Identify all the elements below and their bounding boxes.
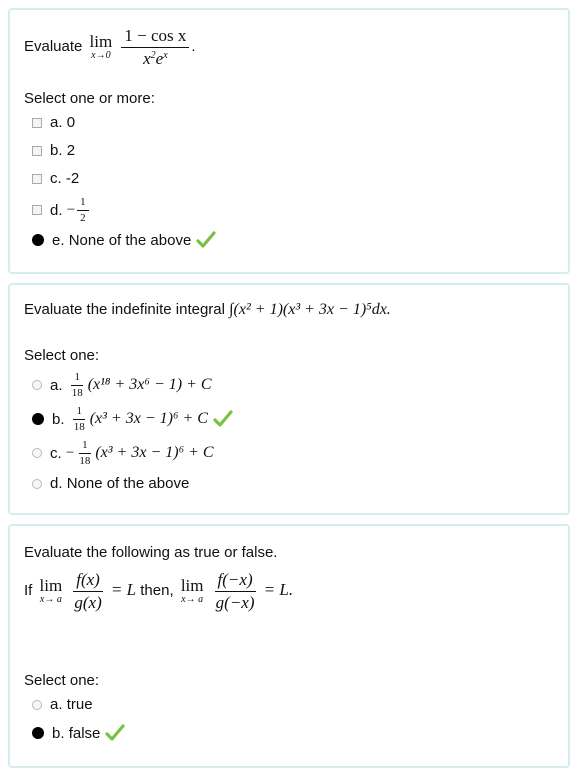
fraction: $\frac{1}{18}$: [71, 371, 83, 399]
fraction: $\frac{f(x)}{g(x)}$: [74, 570, 102, 612]
option-q2-b[interactable]: b. $\frac{1}{18}$ (x³ + 3x − 1)⁶ + C: [32, 405, 233, 433]
fraction: $\frac{f(-x)}{g(-x)}$: [215, 570, 255, 612]
checkmark-icon: [196, 231, 216, 249]
limit-operator: lim x→ a: [39, 575, 63, 605]
question-card-1: [8, 8, 570, 274]
question-1-suffix: .: [191, 38, 196, 56]
limit-fraction: [121, 26, 189, 68]
question-1-prefix: Evaluate: [24, 38, 83, 56]
if-word: If: [24, 582, 33, 600]
option-q1-d[interactable]: d. − $\frac{1}{2}$: [32, 196, 91, 224]
then-word: then,: [140, 582, 174, 600]
limit-word: lim: [89, 31, 113, 51]
checkmark-icon: [105, 724, 125, 742]
checkbox[interactable]: [32, 146, 42, 156]
limit-subscript: x→0: [91, 49, 111, 61]
question-3-statement: If lim x→ a $\frac{f(x)}{g(x)}$ = L then, lim x→ a $\frac{f(-x)}{g(-x)}$ = L.: [24, 570, 294, 612]
question-2-prefix: Evaluate the indefinite integral: [24, 301, 225, 318]
checkbox[interactable]: [32, 118, 42, 128]
checkmark-icon: [213, 410, 233, 428]
radio-selected[interactable]: [32, 727, 44, 739]
question-3-prompt: Evaluate the following as true or false.: [24, 544, 278, 561]
option-q1-a[interactable]: a. 0: [32, 114, 75, 131]
option-q2-c[interactable]: c. − $\frac{1}{18}$ (x³ + 3x − 1)⁶ + C: [32, 439, 214, 467]
question-1-instruction: Select one or more:: [24, 90, 155, 107]
option-q1-b[interactable]: b. 2: [32, 142, 75, 159]
question-card-3: [8, 524, 570, 768]
fraction-denominator: $x^2e^x$: [143, 48, 168, 68]
checkbox[interactable]: [32, 174, 42, 184]
fraction-numerator: 1 − cos x: [121, 26, 189, 48]
radio-selected[interactable]: [32, 413, 44, 425]
option-q1-e[interactable]: e. None of the above: [32, 231, 216, 249]
question-1-text: [24, 26, 196, 68]
option-q2-a[interactable]: a. $\frac{1}{18}$ (x¹⁸ + 3x⁶ − 1) + C: [32, 371, 212, 399]
question-2-instruction: Select one:: [24, 347, 100, 364]
radio[interactable]: [32, 479, 42, 489]
limit-operator: lim x→ a: [180, 575, 204, 605]
limit-operator: [90, 33, 113, 62]
option-q3-b[interactable]: b. false: [32, 724, 125, 742]
option-q3-a[interactable]: a. true: [32, 696, 93, 713]
fraction: $\frac{1}{18}$: [73, 405, 85, 433]
question-3-instruction: Select one:: [24, 672, 100, 689]
radio[interactable]: [32, 380, 42, 390]
radio[interactable]: [32, 700, 42, 710]
integral-expression: ∫(x² + 1)(x³ + 3x − 1)⁵dx.: [229, 301, 391, 318]
radio[interactable]: [32, 448, 42, 458]
option-q2-d[interactable]: d. None of the above: [32, 475, 189, 492]
checkbox[interactable]: [32, 205, 42, 215]
fraction: $\frac{1}{2}$: [77, 196, 89, 224]
checkbox-selected[interactable]: [32, 234, 44, 246]
question-card-2: [8, 283, 570, 515]
fraction: $\frac{1}{18}$: [79, 439, 91, 467]
option-q1-c[interactable]: c. -2: [32, 170, 79, 187]
question-2-text: [24, 301, 391, 319]
